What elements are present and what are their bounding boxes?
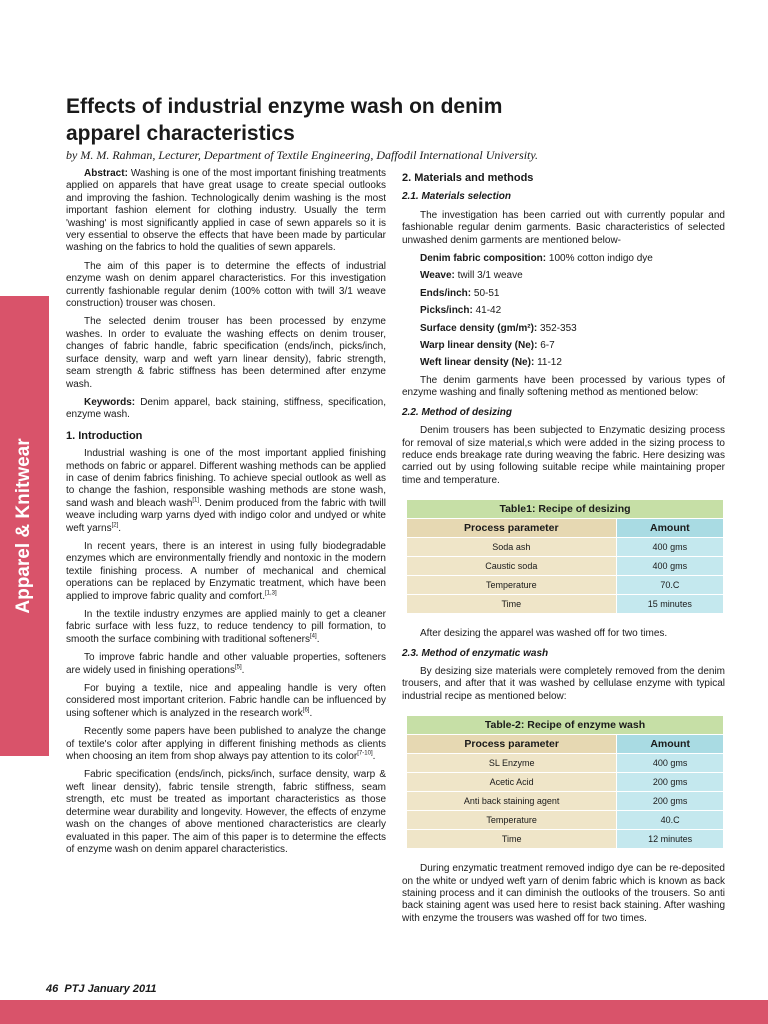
keywords-paragraph: Keywords: Denim apparel, back staining, stiffness, specification, enzyme wash. (66, 396, 386, 421)
desizing-paragraph: Denim trousers has been subjected to Enzymatic desizing process for removal of size material,s which were added in the sizing process to reduce ends breakage rate during weaving the fabric. Here desizing was carried out by using following suitable recipe while maintaining proper time and temperature. (402, 425, 725, 486)
table-header: Amount (617, 735, 724, 754)
spec-item: Picks/inch: 41-42 (420, 305, 502, 317)
intro-paragraph-7: Fabric specification (ends/inch, picks/inch, surface density, warp & weft linear density), fabric tensile strength, fabric stiffness, seam strength, etc must be treated as important characteristics as those determine wear durability and longevity. However, the effects of enzyme wash on the changes of above mentioned characteristics are clearly evaluated in this paper. The aim of this paper is to determine the effects of enzyme wash on denim apparel characteristics. (66, 769, 386, 855)
table-row: Soda ash 400 gms (407, 538, 724, 557)
title-line-1: Effects of industrial enzyme wash on denim (66, 95, 503, 118)
table-row: Acetic Acid 200 gms (407, 773, 724, 792)
back-staining-paragraph: During enzymatic treatment removed indigo dye can be re-deposited on the white or undyed weft yarn of denim fabric which is known as back staining process and it can diminish the outlooks of the trousers. So anti back staining agent was used here to resist back staining. After washing with enzyme the trousers was washed off for two times. (402, 863, 725, 924)
intro-paragraph-3: In the textile industry enzymes are applied mainly to get a cleaner fabric surface with less fuzz, to reduce tendency to pill formation, to smooth the surface combining with traditional softeners[4]. (66, 609, 386, 645)
intro-paragraph-2: In recent years, there is an interest in using fully biodegradable enzymes which are environmentally friendly and nontoxic in the modern textile finishing process. A number of mechanical and chemical operations can be replaced by Enzymatic treatment, which have been applied to improve fabric quality and comfort.[1,3] (66, 540, 386, 602)
table-row: Time 15 minutes (407, 595, 724, 614)
enzymatic-wash-subheading: 2.3. Method of enzymatic wash (402, 647, 549, 659)
materials-selection-subheading: 2.1. Materials selection (402, 191, 511, 203)
table-row: Time 12 minutes (407, 830, 724, 849)
abstract-method-paragraph: The selected denim trouser has been processed by enzyme washes. In order to evaluate the washing effects on denim trouser, changes of fabric handle, fabric specification (ends/inch, picks/inch, surface density, warp and weft yarn linear density), fabric strength, seam strength & fabric stiffness has been determined after enzyme wash. (66, 316, 386, 390)
table-row: SL Enzyme 400 gms (407, 754, 724, 773)
intro-paragraph-1: Industrial washing is one of the most important applied finishing methods on fabric or apparel. Different washing methods can be applied in case of denim fabrics finishing. To achieve special outlook as well as to change the fashion, responsible washing methods are stone wash, sand wash and bleach wash[1]. Denim produced from the fabric with twill weave including warp yarns dyed with indigo color and undyed or white weft yarns[2]. (66, 448, 386, 534)
table-header: Process parameter (407, 735, 617, 754)
desizing-after-paragraph: After desizing the apparel was washed off for two times. (420, 628, 668, 640)
spec-item: Weft linear density (Ne): 11-12 (420, 357, 562, 369)
spec-item: Denim fabric composition: 100% cotton indigo dye (420, 253, 653, 265)
enzyme-wash-recipe-table (406, 715, 724, 849)
introduction-heading: 1. Introduction (66, 429, 143, 442)
desizing-subheading: 2.2. Method of desizing (402, 406, 513, 418)
intro-paragraph-6: Recently some papers have been published to analyze the change of textile's color after applying in different finishing methods as clients when choosing an item from shop always pay attention to its color[7-10]. (66, 726, 386, 763)
table-caption: Table1: Recipe of desizing (407, 500, 724, 519)
abstract-aim-paragraph: The aim of this paper is to determine the effects of industrial enzyme wash on denim apparel characteristics. For this investigation currently fashionable regular denim (100% cotton with twill 3/1 weave construction) trouser was chosen. (66, 260, 386, 310)
spec-item: Warp linear density (Ne): 6-7 (420, 340, 555, 352)
abstract-paragraph: Abstract: Washing is one of the most important finishing treatments applied on apparels that have great usage to create special outlooks and improving the fashion. Technologically denim washing is the most important fashion element for clothing industry. Usually the term 'washing' is most significantly applied in case of sewn apparels so it is very essential to observe the effects that have been made by particular washing on the fabrics to hold the qualities of sewn apparels. (66, 168, 386, 254)
spec-item: Surface density (gm/m²): 352-353 (420, 322, 577, 334)
page-footer (46, 983, 157, 995)
table-header: Amount (616, 519, 723, 538)
left-column (66, 168, 386, 862)
page-number: 46 (46, 983, 59, 995)
table-row: Anti back staining agent 200 gms (407, 792, 724, 811)
table-header: Process parameter (407, 519, 617, 538)
table-caption: Table-2: Recipe of enzyme wash (407, 716, 724, 735)
materials-paragraph: The investigation has been carried out with currently popular and fashionable regular denim garments. Basic characteristics of selected unwashed denim garments are mentioned below- (402, 209, 725, 246)
spec-list (402, 253, 725, 370)
right-column (402, 168, 725, 931)
intro-paragraph-5: For buying a textile, nice and appealing handle is very often considered most important criterion. Fabric handle can be influenced by using softener which is analyzed in the research work[6]. (66, 683, 386, 719)
processing-paragraph: The denim garments have been processed by various types of enzyme washing and finally softening method as mentioned below: (402, 374, 725, 399)
materials-heading: 2. Materials and methods (402, 172, 534, 184)
spec-item: Ends/inch: 50-51 (420, 287, 500, 299)
table-row: Temperature 40.C (407, 811, 724, 830)
desizing-recipe-table (406, 499, 724, 614)
intro-paragraph-4: To improve fabric handle and other valuable properties, softeners are widely used in finishing operations[5]. (66, 652, 386, 676)
section-label: Apparel & Knitwear (13, 438, 34, 614)
author-byline: by M. M. Rahman, Lecturer, Department of Textile Engineering, Daffodil International University. (66, 148, 539, 162)
journal-issue: PTJ January 2011 (64, 983, 157, 995)
table-row: Caustic soda 400 gms (407, 557, 724, 576)
keywords-label: Keywords: (84, 396, 136, 408)
spec-item: Weave: twill 3/1 weave (420, 270, 523, 282)
title-line-2: apparel characteristics (66, 122, 295, 145)
table-row: Temperature 70.C (407, 576, 724, 595)
enzymatic-wash-paragraph: By desizing size materials were completely removed from the denim trousers, and after that it was washed by cellulase enzyme with typical industrial recipe as mentioned below: (402, 665, 725, 702)
abstract-label: Abstract: (84, 168, 128, 179)
article-title (66, 93, 666, 147)
bottom-accent-band (0, 1000, 768, 1024)
